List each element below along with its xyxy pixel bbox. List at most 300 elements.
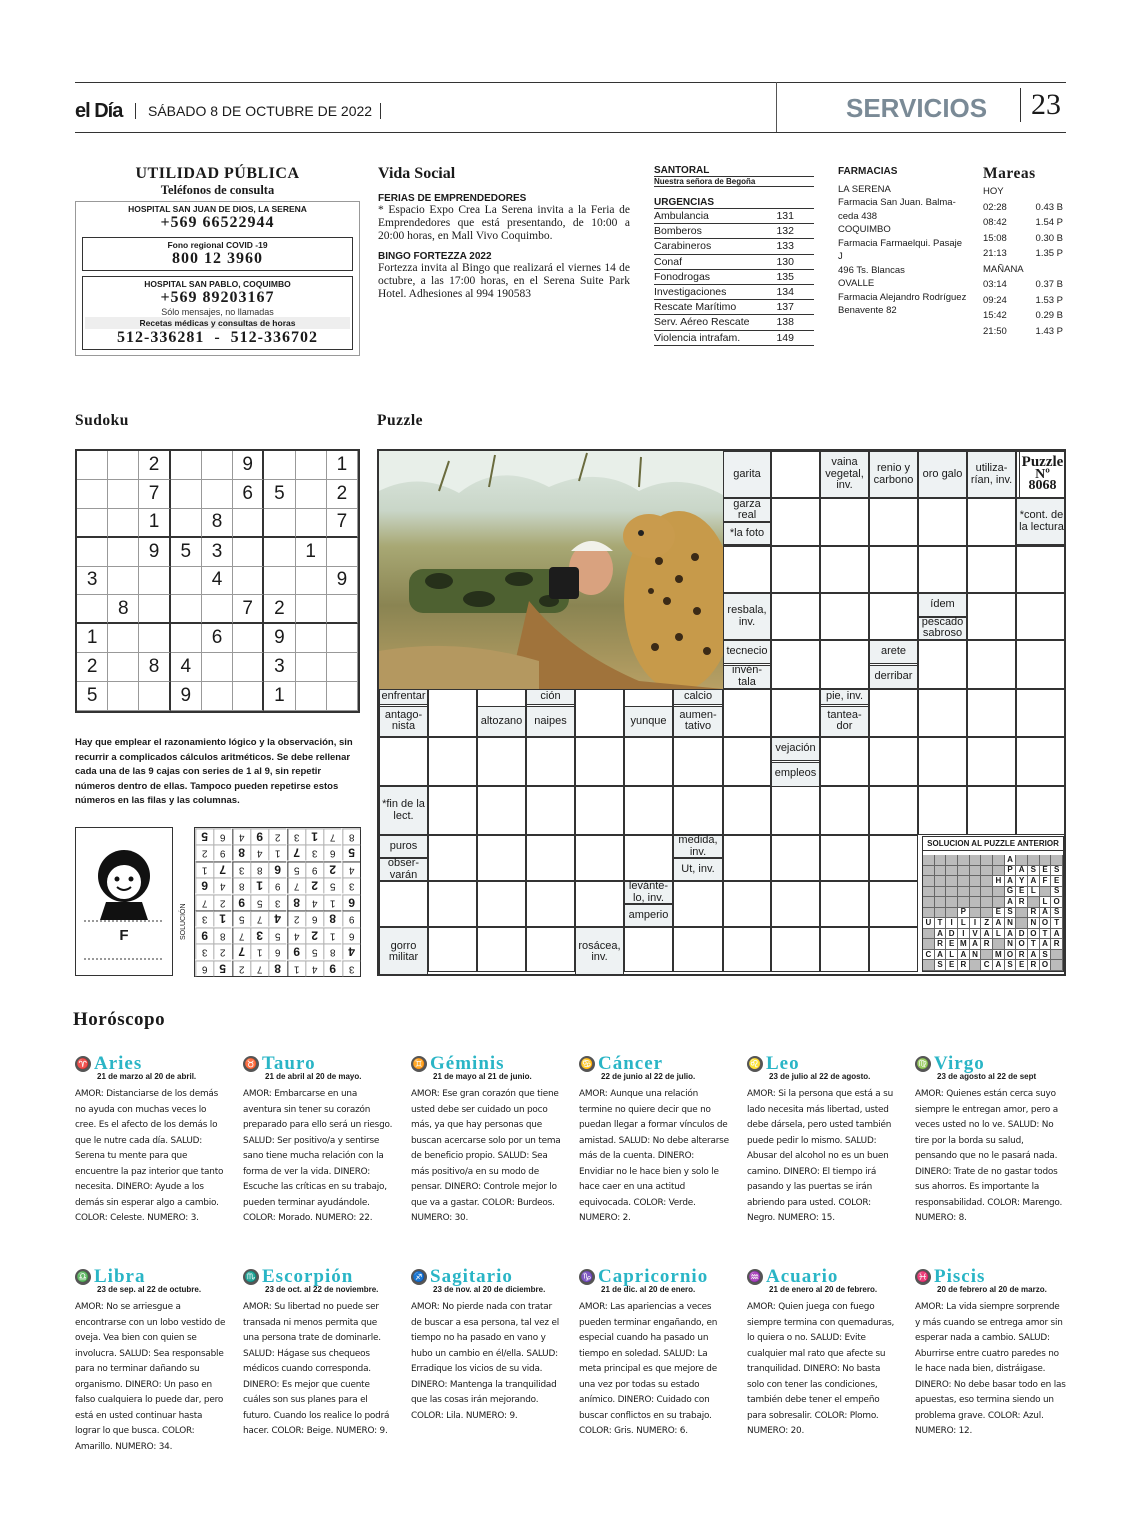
- hospital2-label: HOSPITAL SAN PABLO, COQUIMBO: [144, 279, 291, 289]
- solution-cell: 3: [232, 861, 250, 877]
- previous-solution-cell: [993, 939, 1005, 950]
- previous-solution-cell: [970, 855, 982, 866]
- previous-solution-cell: D: [946, 929, 958, 940]
- solution-cell: 3: [195, 943, 213, 959]
- crossword-cell[interactable]: [673, 786, 723, 835]
- horoscope-escorpión: [243, 1266, 395, 1440]
- crossword-cell[interactable]: [1016, 546, 1066, 593]
- crossword-clue-utinv: Ut, inv.: [673, 858, 723, 881]
- crossword-cell[interactable]: [869, 737, 918, 786]
- crossword-clue-pieinv: pie, inv.: [820, 689, 869, 705]
- crossword-cell[interactable]: [771, 881, 820, 927]
- sudoku-cell: [139, 595, 170, 624]
- previous-solution-cell: U: [923, 918, 935, 929]
- crossword-cell[interactable]: [869, 593, 918, 640]
- farmacia-line: OVALLE: [838, 278, 875, 289]
- crossword-cell[interactable]: [820, 498, 869, 546]
- crossword-clue-rosacea: rosácea, inv.: [575, 927, 624, 976]
- previous-solution-cell: S: [1051, 908, 1063, 919]
- crossword-cell[interactable]: [967, 593, 1016, 640]
- urgencia-row: [654, 224, 814, 239]
- solution-cell: 9: [195, 927, 213, 943]
- previous-solution-cell: C: [981, 960, 993, 971]
- crossword-cell[interactable]: [820, 927, 869, 972]
- crossword-cell[interactable]: [771, 593, 820, 640]
- crossword-cell[interactable]: [526, 881, 575, 927]
- crossword-cell[interactable]: [526, 927, 575, 972]
- sign-text: AMOR: Ese gran corazón que tiene usted debe ser cuidado un poco más, ya que hay personas que buscan acercarse solo por un tema de beneficio propio. SALUD: Sea más positivo/a en su modo de pensar. DINERO: Controle mejor lo que va a gastar. COLOR: Burdeos. NUMERO: 30.: [411, 1089, 561, 1223]
- crossword-clue-utilizarian: utiliza-rían, inv.: [967, 451, 1016, 498]
- crossword-cell[interactable]: [918, 786, 967, 835]
- urgencia-number: 132: [776, 225, 794, 238]
- crossword-cell[interactable]: [771, 927, 820, 972]
- horoscope-capricornio: [579, 1266, 731, 1440]
- crossword-cell[interactable]: [820, 835, 869, 881]
- solution-cell: 6: [195, 960, 213, 976]
- sudoku-cell: [171, 509, 202, 538]
- sudoku-cell: [202, 595, 233, 624]
- sudoku-cell: [108, 567, 139, 596]
- crossword-cell[interactable]: [771, 498, 820, 546]
- hospital2-box: [82, 276, 353, 350]
- crossword-cell[interactable]: [428, 881, 477, 927]
- sign-dates: 21 de enero al 20 de febrero.: [769, 1285, 878, 1294]
- sudoku-cell: 3: [77, 567, 108, 596]
- sudoku-cell: [327, 653, 358, 682]
- crossword-cell[interactable]: [379, 737, 428, 786]
- previous-solution-cell: I: [970, 918, 982, 929]
- horoscope-cáncer: [579, 1053, 731, 1227]
- crossword-cell[interactable]: [723, 835, 771, 881]
- urgencia-name: Violencia intrafam.: [654, 331, 741, 344]
- previous-solution-cell: E: [1016, 960, 1028, 971]
- previous-solution-cell: A: [993, 960, 1005, 971]
- sudoku-cell: [296, 653, 327, 682]
- crossword-cell[interactable]: [575, 786, 624, 835]
- previous-solution-cell: A: [1040, 908, 1052, 919]
- crossword-cell[interactable]: [477, 786, 526, 835]
- sudoku-cell: [264, 509, 295, 538]
- sudoku-cell: 2: [327, 480, 358, 509]
- crossword-cell[interactable]: [1016, 786, 1066, 835]
- solution-cell: 3: [287, 828, 305, 844]
- previous-solution-cell: R: [935, 939, 947, 950]
- previous-solution-cell: [970, 887, 982, 898]
- solution-cell: 5: [195, 828, 213, 844]
- marea-time: 15:08: [983, 232, 1007, 244]
- previous-solution-cell: R: [958, 960, 970, 971]
- solution-cell: 9: [342, 910, 360, 926]
- previous-solution-cell: A: [981, 929, 993, 940]
- sudoku-cell: 3: [264, 653, 295, 682]
- previous-solution-cell: S: [1051, 887, 1063, 898]
- crossword-cell[interactable]: [428, 927, 477, 972]
- previous-solution-cell: [958, 866, 970, 877]
- crossword-cell[interactable]: [575, 737, 624, 786]
- solution-cell: 9: [250, 828, 268, 844]
- crossword-cell[interactable]: [624, 835, 673, 881]
- crossword-cell[interactable]: [624, 786, 673, 835]
- sudoku-cell: [202, 653, 233, 682]
- previous-solution-cell: [981, 876, 993, 887]
- previous-solution-cell: I: [958, 929, 970, 940]
- previous-solution-cell: A: [935, 929, 947, 940]
- crossword-cell[interactable]: [723, 786, 771, 835]
- sign-dates: 21 de abril al 20 de mayo.: [265, 1072, 362, 1081]
- solution-cell: 1: [268, 844, 286, 860]
- solution-cell: 4: [305, 894, 323, 910]
- urgencia-number: 137: [776, 301, 794, 314]
- crossword-cell[interactable]: [477, 881, 526, 927]
- crossword-cell[interactable]: [1016, 593, 1066, 640]
- zodiac-cáncer-icon: ♋: [579, 1056, 595, 1072]
- crossword-cell[interactable]: [723, 546, 771, 593]
- crossword-cell[interactable]: [771, 835, 820, 881]
- utilidad-publica: [75, 165, 360, 356]
- crossword-cell[interactable]: [575, 835, 624, 881]
- sudoku-cell: 7: [327, 509, 358, 538]
- previous-solution-cell: [993, 897, 1005, 908]
- crossword-cell[interactable]: [967, 640, 1016, 689]
- crossword-cell[interactable]: [918, 546, 967, 593]
- solution-cell: 7: [195, 894, 213, 910]
- crossword-cell[interactable]: [869, 546, 918, 593]
- previous-solution-cell: T: [1028, 939, 1040, 950]
- solution-cell: 8: [323, 910, 341, 926]
- sudoku-cell: 1: [327, 451, 358, 480]
- newspaper-logo: el Día: [75, 100, 123, 122]
- crossword-cell[interactable]: [820, 593, 869, 640]
- sudoku-cell: [171, 567, 202, 596]
- urgencia-number: 138: [776, 316, 794, 329]
- crossword-cell[interactable]: [673, 881, 723, 927]
- solution-cell: 1: [213, 910, 231, 926]
- sudoku-cell: 7: [233, 595, 264, 624]
- solution-cell: 7: [232, 943, 250, 959]
- covid-label: Fono regional COVID -19: [167, 240, 268, 250]
- sudoku-cell: 1: [264, 682, 295, 711]
- sign-dates: 23 de nov. al 20 de diciembre.: [433, 1285, 546, 1294]
- sudoku-cell: 1: [296, 538, 327, 567]
- previous-solution-cell: [923, 929, 935, 940]
- crossword-cell[interactable]: [967, 498, 1016, 546]
- crossword-cell[interactable]: [723, 881, 771, 927]
- solution-cell: 6: [268, 861, 286, 877]
- crossword-cell[interactable]: [673, 927, 723, 972]
- crossword-cell[interactable]: [575, 881, 624, 927]
- hospital1: [82, 204, 353, 232]
- marea-height: 1.43 P: [1035, 325, 1063, 337]
- previous-solution-cell: L: [958, 918, 970, 929]
- crossword-clue-puros: puros: [379, 835, 428, 858]
- solution-cell: 6: [342, 894, 360, 910]
- solution-cell: 7: [250, 960, 268, 976]
- crossword-cell[interactable]: [624, 737, 673, 786]
- puzzle-number-box: [1019, 451, 1066, 498]
- farmacias-title: FARMACIAS: [838, 166, 898, 177]
- hospital1-number: +569 66522944: [160, 214, 275, 231]
- previous-solution-cell: P: [958, 908, 970, 919]
- marea-height: 1.53 P: [1035, 294, 1063, 306]
- crossword-cell[interactable]: [1016, 640, 1066, 689]
- crossword-clue-naipes: naipes: [526, 706, 575, 737]
- sudoku-cell: [233, 538, 264, 567]
- crossword-clue-lafoto: *la foto: [723, 522, 771, 545]
- previous-solution-cell: S: [1005, 908, 1017, 919]
- crossword-cell[interactable]: [771, 451, 820, 498]
- solution-cell: 2: [268, 828, 286, 844]
- sudoku-cell: 6: [202, 624, 233, 653]
- marea-row: [983, 293, 1063, 309]
- previous-solution-cell: A: [993, 918, 1005, 929]
- previous-solution-cell: N: [1005, 918, 1017, 929]
- crossword-cell[interactable]: [820, 737, 869, 786]
- covid-box: [82, 237, 353, 271]
- crossword-cell[interactable]: [918, 640, 967, 689]
- zodiac-aries-icon: ♈: [75, 1056, 91, 1072]
- crossword-cell[interactable]: [820, 640, 869, 689]
- previous-solution-cell: [981, 897, 993, 908]
- child-face-icon: [76, 828, 172, 975]
- sudoku-grid: [75, 449, 360, 713]
- sign-text: AMOR: No se arriesgue a encontrarse con un lobo vestido de oveja. Vea bien con quien se involucra. SALUD: Sea responsable para no terminar dañando su organismo. DINERO: Un paso en falso cualquiera lo puede dar, pero está en usted continuar hasta lograr lo que busca. COLOR: Amarillo. NUMERO: 34.: [75, 1302, 226, 1452]
- farmacia-line: 496 Ts. Blancas: [838, 264, 905, 276]
- crossword-cell[interactable]: [967, 737, 1016, 786]
- previous-solution-title: SOLUCION AL PUZZLE ANTERIOR: [923, 837, 1063, 851]
- previous-solution-cell: A: [1005, 876, 1017, 887]
- marea-height: 0.37 B: [1035, 279, 1063, 290]
- previous-solution-cell: L: [993, 929, 1005, 940]
- solution-cell: 4: [213, 877, 231, 893]
- previous-solution-cell: E: [1051, 876, 1063, 887]
- crossword-cell[interactable]: [869, 498, 918, 546]
- hospital1-label: HOSPITAL SAN JUAN DE DIOS, LA SERENA: [128, 204, 307, 214]
- crossword-clue-antagonista: antago-nista: [379, 706, 428, 737]
- crossword-cell[interactable]: [379, 881, 428, 927]
- crossword-cell[interactable]: [918, 498, 967, 546]
- crossword-cell[interactable]: [526, 786, 575, 835]
- sudoku-cell: [202, 682, 233, 711]
- crossword-cell[interactable]: [967, 546, 1016, 593]
- previous-solution-cell: L: [1028, 887, 1040, 898]
- crossword-cell[interactable]: [771, 689, 820, 737]
- previous-solution-cell: T: [935, 918, 947, 929]
- marea-time: 03:14: [983, 279, 1007, 290]
- sign-text: AMOR: Las apariencias a veces pueden terminar engañando, en especial cuando ha pasado un tiempo en soledad. SALUD: La meta principal es que mejore de una vez por todas su estado anímico. DINERO: Cuidado con buscar conflictos en su trabajo. COLOR: Gris. NUMERO: 6.: [579, 1302, 718, 1436]
- crossword-cell[interactable]: [771, 640, 820, 689]
- marea-time: 21:13: [983, 248, 1007, 259]
- sudoku-cell: [77, 538, 108, 567]
- sudoku-cell: [296, 624, 327, 653]
- previous-solution-cell: P: [1005, 866, 1017, 877]
- urgencia-name: Carabineros: [654, 240, 712, 253]
- previous-solution-cell: [946, 876, 958, 887]
- crossword-cell[interactable]: [869, 835, 918, 881]
- sudoku-cell: [77, 595, 108, 624]
- marea-row: [983, 215, 1063, 231]
- sign-text: AMOR: Quien juega con fuego siempre termina con quemaduras, lo quiera o no. SALUD: Evite cualquier mal rato que afecte su tranquilidad. DINERO: No basta solo con tener las condiciones, también debe tener el empeño para sobresalir. COLOR: Plomo. NUMERO: 20.: [747, 1302, 895, 1436]
- farmacia-line: Farmacia San Juan. Balma-: [838, 197, 956, 208]
- previous-solution-cell: [958, 876, 970, 887]
- zodiac-escorpión-icon: ♏: [243, 1269, 259, 1285]
- crossword-cell[interactable]: [771, 786, 820, 835]
- crossword-cell[interactable]: [869, 927, 918, 972]
- solution-cell: 3: [268, 894, 286, 910]
- previous-solution-cell: A: [1028, 876, 1040, 887]
- crossword-cell[interactable]: [428, 835, 477, 881]
- previous-solution-cell: [1016, 855, 1028, 866]
- solution-cell: 5: [268, 927, 286, 943]
- solution-cell: 2: [305, 927, 323, 943]
- crossword-cell[interactable]: [1016, 689, 1066, 737]
- sign-name: Escorpión: [262, 1266, 354, 1287]
- crossword-cell[interactable]: [428, 737, 477, 786]
- solution-cell: 4: [250, 844, 268, 860]
- previous-solution-cell: [981, 908, 993, 919]
- previous-solution-cell: L: [1040, 897, 1052, 908]
- crossword-cell[interactable]: [477, 835, 526, 881]
- solution-cell: 4: [342, 861, 360, 877]
- farmacia-line: ceda 438: [838, 210, 878, 222]
- crossword-cell[interactable]: [869, 689, 918, 737]
- urgencia-number: 133: [776, 240, 794, 253]
- sudoku-cell: [77, 480, 108, 509]
- crossword-cell[interactable]: [869, 881, 918, 927]
- solution-cell: 4: [232, 828, 250, 844]
- sudoku-cell: [233, 509, 264, 538]
- crossword-cell[interactable]: [723, 737, 771, 786]
- previous-solution-cell: S: [1028, 866, 1040, 877]
- previous-solution-cell: [970, 876, 982, 887]
- crossword-cell[interactable]: [477, 737, 526, 786]
- crossword-cell[interactable]: [967, 786, 1016, 835]
- crossword-cell[interactable]: [918, 689, 967, 737]
- previous-solution-cell: [935, 897, 947, 908]
- solution-cell: 7: [287, 877, 305, 893]
- sudoku-cell: 9: [139, 538, 170, 567]
- solution-cell: 4: [305, 960, 323, 976]
- solution-cell: 7: [250, 910, 268, 926]
- crossword-clue-orogalo: oro galo: [918, 451, 967, 498]
- previous-solution-cell: [1016, 908, 1028, 919]
- previous-solution-cell: [923, 939, 935, 950]
- difficulty-box: [75, 827, 173, 976]
- recetas-label: Recetas médicas y consultas de horas: [85, 317, 350, 329]
- previous-solution-cell: N: [1028, 918, 1040, 929]
- solution-cell: 5: [305, 943, 323, 959]
- crossword-cell[interactable]: [820, 546, 869, 593]
- sudoku-cell: 3: [202, 538, 233, 567]
- crossword-cell[interactable]: [771, 546, 820, 593]
- urgencia-number: 135: [776, 270, 794, 283]
- previous-solution-cell: A: [1005, 855, 1017, 866]
- solution-cell: 3: [305, 844, 323, 860]
- solution-cell: 5: [323, 877, 341, 893]
- crossword-cell[interactable]: [820, 786, 869, 835]
- solution-cell: 2: [213, 894, 231, 910]
- previous-solution-cell: [946, 887, 958, 898]
- sudoku-cell: [264, 451, 295, 480]
- horoscope-sagitario: [411, 1266, 563, 1424]
- sudoku-cell: [108, 538, 139, 567]
- crossword-cell[interactable]: [575, 689, 624, 737]
- sign-dates: 21 de marzo al 20 de abril.: [97, 1072, 197, 1081]
- solution-cell: 1: [287, 960, 305, 976]
- sudoku-cell: 5: [77, 682, 108, 711]
- marea-time: 15:42: [983, 310, 1007, 321]
- crossword-cell[interactable]: [820, 881, 869, 927]
- previous-solution-cell: [958, 855, 970, 866]
- solution-cell: 9: [305, 861, 323, 877]
- vida-heading-2: BINGO FORTEZZA 2022: [378, 251, 492, 262]
- crossword-cell[interactable]: [967, 689, 1016, 737]
- crossword-cell[interactable]: [918, 737, 967, 786]
- solution-cell: 8: [268, 960, 286, 976]
- mareas-title: Mareas: [983, 165, 1036, 182]
- previous-solution-cell: A: [935, 950, 947, 961]
- zodiac-virgo-icon: ♍: [915, 1056, 931, 1072]
- solution-cell: 9: [323, 960, 341, 976]
- previous-solution-cell: [1028, 855, 1040, 866]
- crossword-cell[interactable]: [1016, 737, 1066, 786]
- sudoku-solution-grid: [194, 827, 361, 977]
- horoscopo-title: Horóscopo: [73, 1009, 166, 1030]
- previous-solution-cell: L: [946, 950, 958, 961]
- previous-solution-cell: [923, 897, 935, 908]
- crossword-cell[interactable]: [673, 737, 723, 786]
- sudoku-cell: [171, 480, 202, 509]
- previous-solution-cell: A: [1051, 929, 1063, 940]
- solution-cell: 1: [323, 927, 341, 943]
- sudoku-cell: [108, 480, 139, 509]
- crossword-cell[interactable]: [526, 835, 575, 881]
- crossword-cell[interactable]: [723, 689, 771, 737]
- crossword-clue-enfrentar: enfrentar: [379, 689, 428, 705]
- utilidad-subtitle: Teléfonos de consulta: [160, 183, 275, 197]
- sudoku-cell: 2: [264, 595, 295, 624]
- previous-solution-cell: O: [1028, 929, 1040, 940]
- sign-dates: 23 de sep. al 22 de octubre.: [97, 1285, 202, 1294]
- previous-solution-cell: [1051, 950, 1063, 961]
- solution-cell: 3: [250, 927, 268, 943]
- previous-solution-cell: Y: [1016, 876, 1028, 887]
- marea-height: 0.43 B: [1035, 201, 1063, 213]
- crossword-cell[interactable]: [477, 927, 526, 972]
- previous-solution-cell: N: [970, 950, 982, 961]
- previous-solution-grid: [923, 855, 1063, 971]
- crossword-cell[interactable]: [428, 786, 477, 835]
- sudoku-cell: 9: [264, 624, 295, 653]
- solution-cell: 2: [232, 960, 250, 976]
- crossword-cell[interactable]: [526, 737, 575, 786]
- marea-row: [983, 200, 1063, 216]
- crossword-cell[interactable]: [869, 786, 918, 835]
- sudoku-cell: 1: [139, 509, 170, 538]
- urgencia-number: 130: [776, 255, 794, 268]
- urgencia-name: Serv. Aéreo Rescate: [654, 316, 750, 329]
- previous-solution-cell: [935, 855, 947, 866]
- solution-cell: 7: [323, 828, 341, 844]
- crossword-cell[interactable]: [428, 689, 477, 737]
- crossword-cell[interactable]: [723, 927, 771, 972]
- solution-cell: 1: [250, 877, 268, 893]
- previous-solution-cell: R: [1028, 960, 1040, 971]
- crossword-cell[interactable]: [624, 927, 673, 972]
- mareas-hoy-label: HOY: [983, 186, 1004, 197]
- utilidad-frame: [75, 201, 360, 356]
- sudoku-cell: [327, 624, 358, 653]
- sign-dates: 23 de julio al 22 de agosto.: [769, 1072, 871, 1081]
